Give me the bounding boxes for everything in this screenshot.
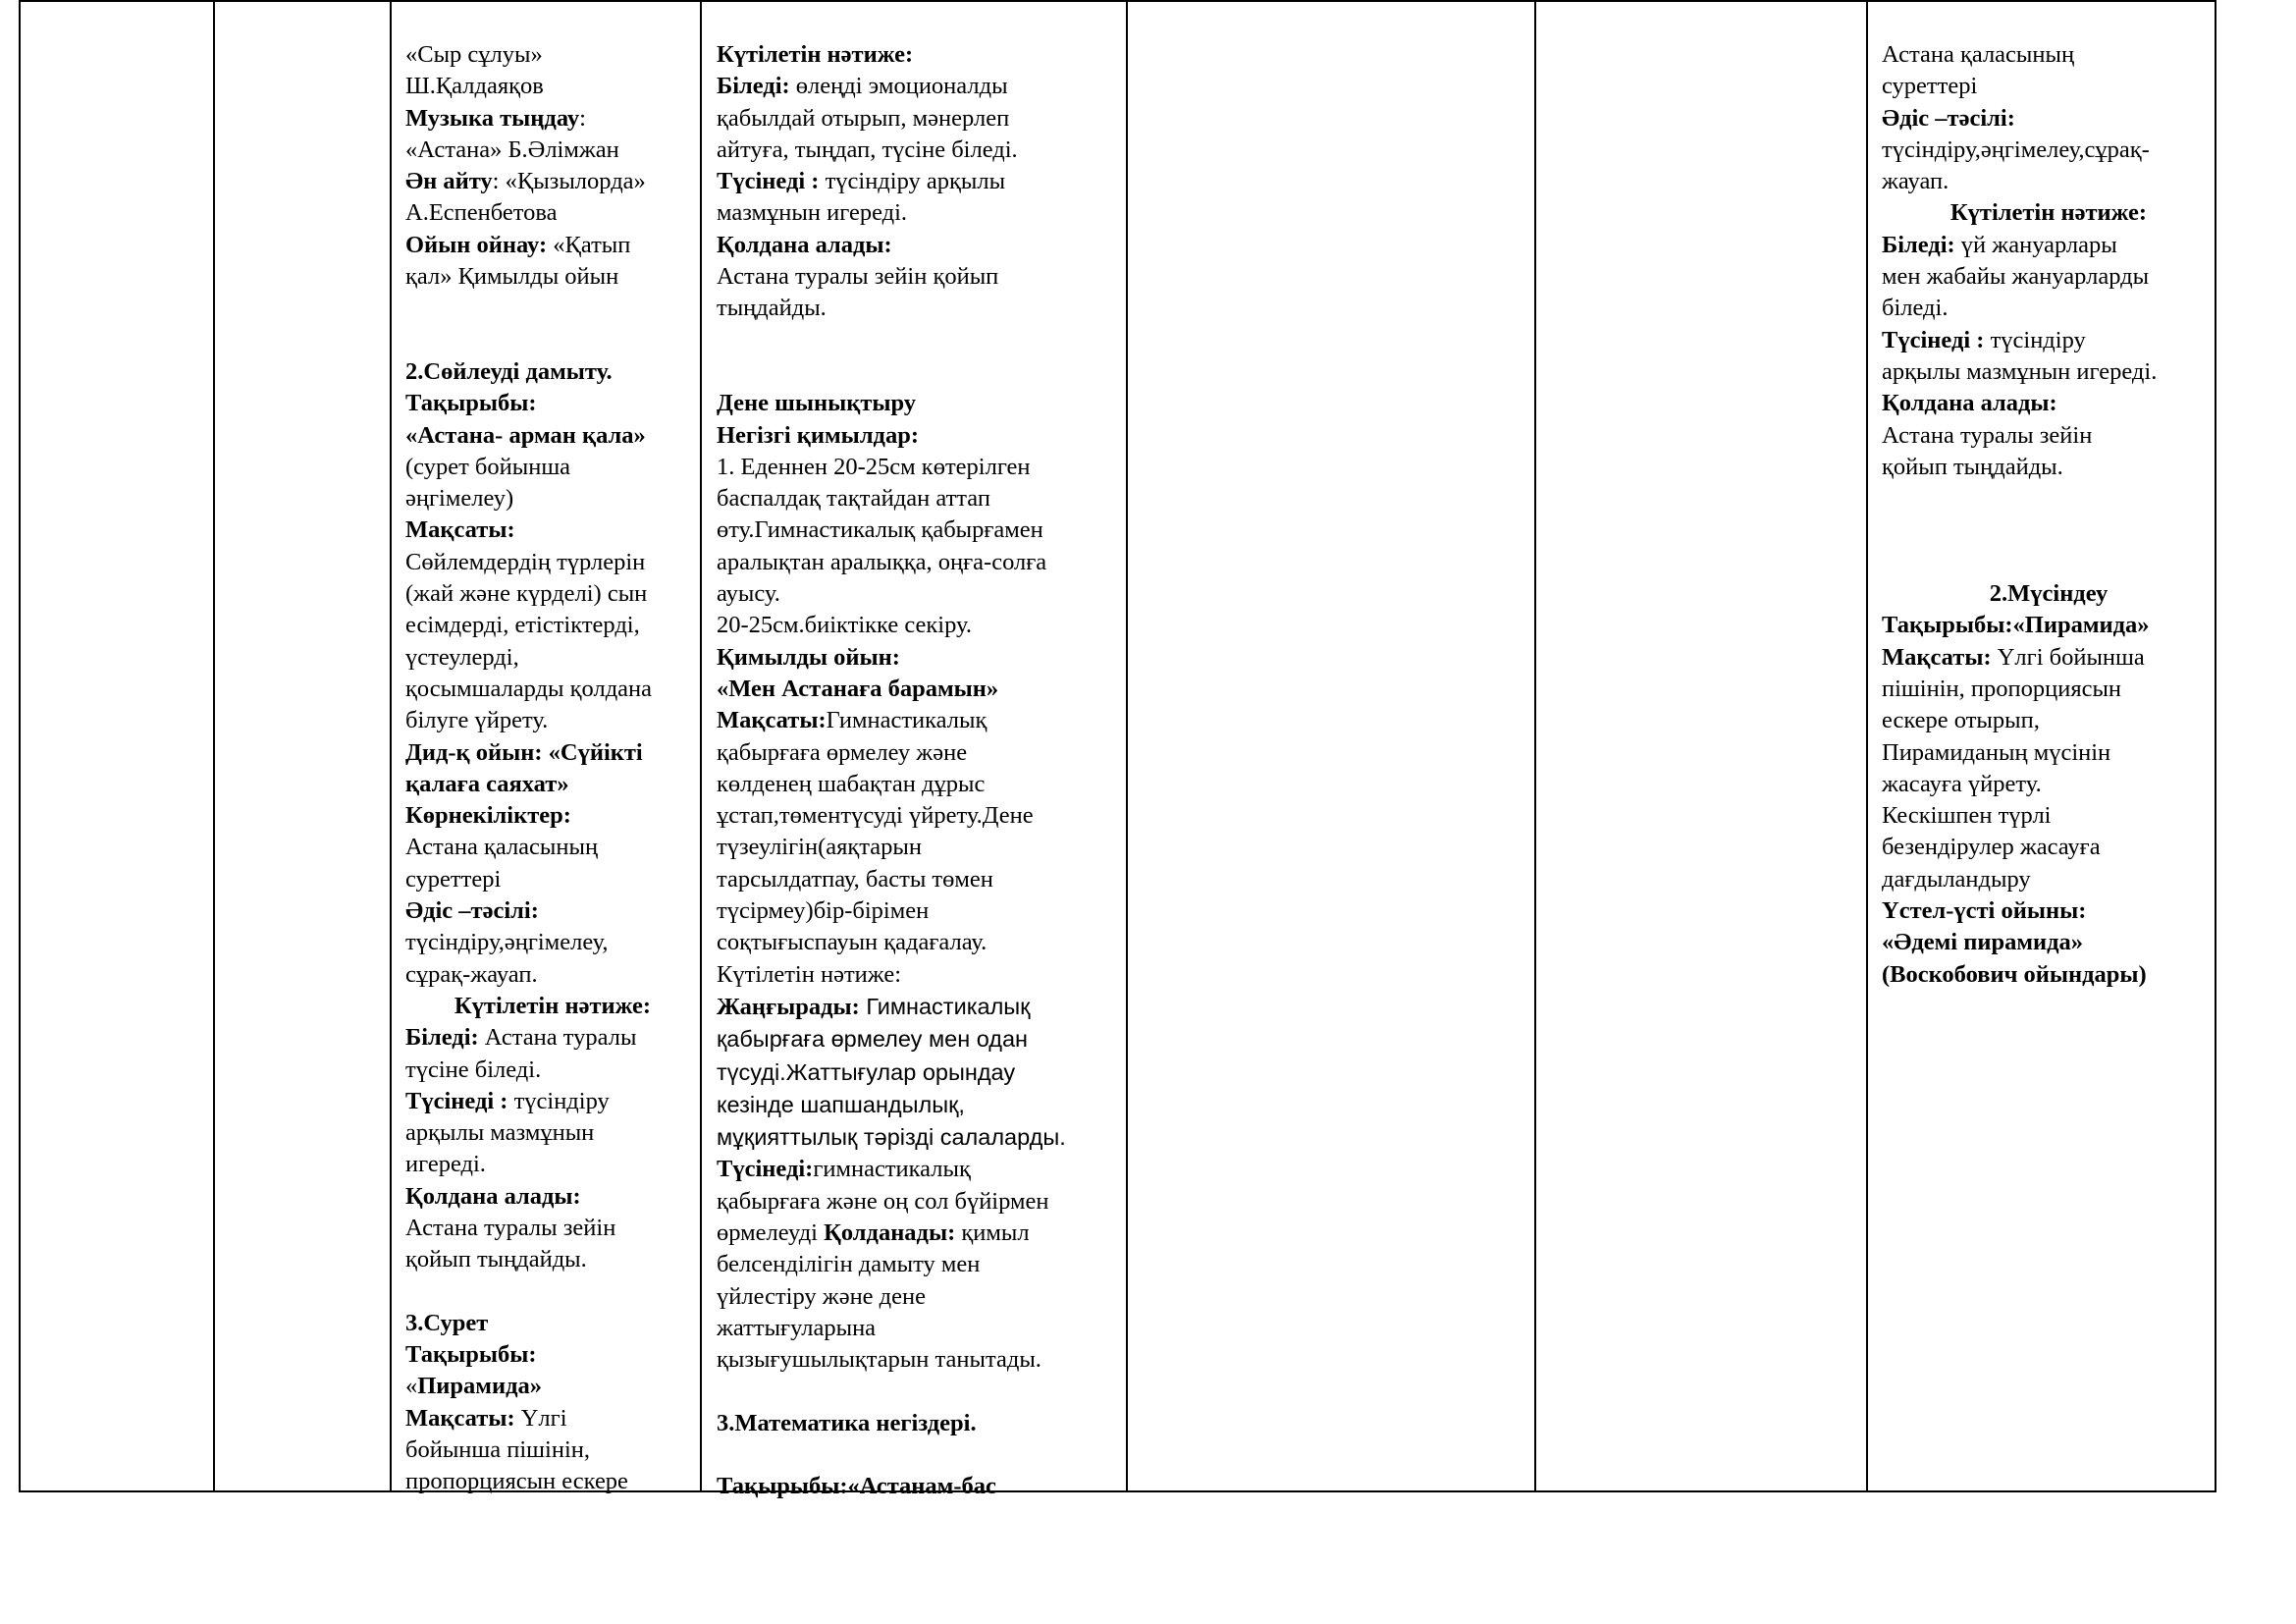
text-run: (сурет бойынша — [405, 453, 571, 480]
text-line — [717, 1313, 1124, 1344]
text-run: есімдерді, етістіктерді, — [405, 612, 640, 639]
text-run: Мақсаты: — [1882, 643, 1992, 671]
text-line — [717, 1023, 1124, 1056]
text-run: түзеулігін(аяқтарын — [717, 834, 922, 861]
text-run: үй жануарлары — [1954, 231, 2117, 258]
text-line — [405, 737, 700, 769]
text-line — [717, 547, 1124, 578]
text-run: қимыл — [955, 1218, 1030, 1246]
text-line — [717, 1471, 1124, 1502]
text-run: 2.Сөйлеуді дамыту. — [405, 357, 613, 385]
text-line — [717, 230, 1124, 261]
text-run: үйлестіру және дене — [717, 1282, 926, 1310]
text-run: түсіндіру,әңгімелеу,сұрақ- — [1882, 135, 2150, 163]
text-run: мен жабайы жануарларды — [1882, 263, 2150, 291]
text-line — [405, 610, 700, 641]
blank-line — [717, 1439, 1124, 1471]
text-run: Ойын ойнау: — [405, 231, 554, 258]
text-line — [1882, 864, 2216, 895]
text-run: Әдіс –тәсілі: — [405, 897, 539, 925]
text-line — [405, 452, 700, 483]
text-run: Күтілетін нәтиже: — [717, 41, 914, 68]
text-line — [405, 674, 700, 705]
text-line — [405, 1371, 700, 1402]
text-line — [405, 1213, 700, 1244]
text-run: Тақырыбы: — [405, 1341, 537, 1369]
text-run: : «Қызылорда» — [492, 168, 646, 195]
text-run: Түсінеді : — [717, 168, 820, 195]
text-run: «Әдемі пирамида» — [1882, 929, 2084, 956]
text-run: тыңдайды. — [717, 295, 827, 322]
text-run: Пирамиданың мүсінін — [1882, 738, 2111, 766]
text-run: тарсылдатпау, басты төмен — [717, 865, 993, 893]
text-run: арқылы мазмұнын — [405, 1119, 595, 1147]
text-line — [405, 103, 700, 135]
text-line — [717, 514, 1124, 546]
text-run: Кескішпен түрлі — [1882, 802, 2052, 830]
text-line — [1882, 800, 2216, 832]
text-run: жауап. — [1882, 168, 1949, 195]
text-line — [405, 1117, 700, 1149]
text-line — [405, 135, 700, 166]
text-run: қабырғаға өрмелеу мен одан — [717, 1026, 1029, 1053]
text-run: Мақсаты: — [405, 1404, 515, 1432]
cell-column-4 — [717, 39, 1124, 1503]
text-run: Біледі: — [1882, 231, 1955, 258]
text-line — [1882, 610, 2216, 641]
text-run: Астана туралы зейін — [1882, 421, 2093, 449]
text-run: Қолдана алады: — [1882, 390, 2057, 417]
text-line — [1882, 674, 2216, 705]
text-run: өрмелеуді — [717, 1218, 825, 1246]
text-run: : — [579, 104, 586, 132]
text-line — [717, 927, 1124, 958]
text-line — [405, 1339, 700, 1371]
text-line — [1882, 959, 2216, 991]
text-line — [405, 927, 700, 958]
text-line — [405, 1086, 700, 1117]
text-run: 3.Математика негіздері. — [717, 1409, 977, 1436]
text-line — [717, 197, 1124, 229]
text-run: аралықтан аралыққа, оңға-солға — [717, 548, 1047, 575]
text-run: Үстел-үсті ойыны: — [1882, 897, 2087, 925]
text-run: қабырғаға және оң сол бүйірмен — [717, 1187, 1049, 1215]
text-run: Астана туралы зейін қойып — [717, 263, 999, 291]
text-line — [405, 959, 700, 991]
text-run: Тақырыбы:«Астанам-бас — [717, 1473, 996, 1500]
text-line — [717, 452, 1124, 483]
text-line — [717, 388, 1124, 419]
text-run: 1. Еденнен 20-25см көтерілген — [717, 453, 1031, 480]
text-run: Әдіс –тәсілі: — [1882, 104, 2015, 132]
text-run: түсіндіру — [507, 1087, 610, 1114]
column-divider — [700, 2, 702, 1490]
text-run: өлеңді эмоционалды — [789, 73, 1008, 100]
text-line — [405, 356, 700, 388]
text-line — [405, 1022, 700, 1054]
text-line — [405, 578, 700, 610]
text-line — [717, 1344, 1124, 1376]
text-run: Мақсаты: — [405, 516, 515, 544]
text-line — [405, 705, 700, 736]
text-line — [1882, 39, 2216, 71]
text-line — [717, 1249, 1124, 1280]
text-line — [717, 483, 1124, 514]
text-line — [405, 197, 700, 229]
text-line — [717, 674, 1124, 705]
text-run: жасауға үйрету. — [1882, 770, 2042, 797]
text-line — [1882, 642, 2216, 674]
text-run: білуге үйрету. — [405, 707, 549, 734]
text-line — [405, 388, 700, 419]
text-line — [717, 1056, 1124, 1089]
cell-column-7 — [1882, 39, 2216, 991]
blank-line — [717, 325, 1124, 389]
text-line — [405, 1308, 700, 1339]
text-run: А.Еспенбетова — [405, 199, 558, 227]
text-run: (жай және күрделі) сын — [405, 580, 648, 608]
text-run: мұқияттылық тәрізді салаларды. — [717, 1124, 1066, 1151]
column-divider — [1126, 2, 1128, 1490]
text-run: Астана қаласының — [1882, 41, 2075, 68]
text-line — [405, 800, 700, 832]
text-run: Сөйлемдердің түрлерін — [405, 548, 646, 575]
text-line — [1882, 452, 2216, 483]
text-run: «Сыр сұлуы» — [405, 41, 543, 68]
text-line — [717, 800, 1124, 832]
text-line — [717, 991, 1124, 1023]
text-run: түсірмеу)бір-бірімен — [717, 897, 930, 925]
text-line — [405, 1435, 700, 1466]
text-run: Біледі: — [405, 1024, 479, 1052]
text-run: біледі. — [1882, 295, 1949, 322]
text-line — [717, 71, 1124, 102]
text-line — [1882, 293, 2216, 324]
text-run: белсенділігін дамыту мен — [717, 1251, 981, 1278]
text-line — [717, 1154, 1124, 1185]
text-run: қосымшаларды қолдана — [405, 675, 653, 702]
lesson-plan-table — [19, 0, 2216, 1500]
text-run: Күтілетін нәтиже: — [1949, 199, 2148, 227]
text-run: суреттері — [405, 865, 502, 893]
text-line — [717, 420, 1124, 452]
text-line — [405, 547, 700, 578]
text-run: Үлгі — [514, 1404, 567, 1432]
text-run: Негізгі қимылдар: — [717, 421, 919, 449]
text-run: өту.Гимнастикалық қабырғамен — [717, 516, 1043, 544]
blank-line — [1882, 483, 2216, 578]
text-run: қал» Қимылды ойын — [405, 263, 619, 291]
text-run: арқылы мазмұнын игереді. — [1882, 357, 2158, 385]
text-line — [717, 832, 1124, 863]
text-run: қызығушылықтарын танытады. — [717, 1346, 1041, 1374]
text-line — [405, 514, 700, 546]
text-line — [405, 71, 700, 102]
text-run: Түсінеді : — [405, 1087, 508, 1114]
text-run: Үлгі бойынша — [1991, 643, 2145, 671]
text-line — [1882, 705, 2216, 736]
text-run: әңгімелеу) — [405, 485, 514, 513]
text-run: Дене шынықтыру — [717, 390, 917, 417]
text-run: түсіндіру арқылы — [819, 168, 1006, 195]
text-line — [405, 991, 700, 1022]
text-run: қабылдай отырып, мәнерлеп — [717, 104, 1010, 132]
text-line — [1882, 103, 2216, 135]
text-line — [1882, 135, 2216, 166]
text-run: Қолдана алады: — [717, 231, 892, 258]
text-run: Ш.Қалдаяқов — [405, 73, 544, 100]
text-line — [405, 864, 700, 895]
text-run: Дид-қ ойын: «Сүйікті — [405, 738, 643, 766]
text-line — [717, 1218, 1124, 1249]
text-run: түсіндіру — [1984, 326, 2086, 353]
text-line — [405, 1149, 700, 1180]
text-run: сұрақ-жауап. — [405, 960, 538, 988]
blank-line — [405, 293, 700, 356]
text-run: жаттығуларына — [717, 1314, 877, 1341]
text-line — [405, 769, 700, 800]
text-run: 20-25см.биіктікке секіру. — [717, 612, 972, 639]
text-run: ескере отырып, — [1882, 707, 2040, 734]
text-run: баспалдақ тақтайдан аттап — [717, 485, 990, 513]
text-run: Ән айту — [405, 168, 493, 195]
text-line — [717, 1186, 1124, 1218]
text-line — [405, 1055, 700, 1086]
text-line — [717, 39, 1124, 71]
text-run: түсіне біледі. — [405, 1056, 542, 1083]
text-line — [405, 832, 700, 863]
text-run: қалаға саяхат» — [405, 770, 569, 797]
text-run: Қолданады: — [824, 1218, 956, 1246]
text-line — [405, 1244, 700, 1275]
text-line — [1882, 325, 2216, 356]
column-divider — [1866, 2, 1868, 1490]
text-line — [717, 642, 1124, 674]
text-line — [717, 1089, 1124, 1121]
text-line — [717, 959, 1124, 991]
text-line — [717, 293, 1124, 324]
text-run: Қимылды ойын: — [717, 643, 900, 671]
column-divider — [1534, 2, 1536, 1490]
text-line — [717, 737, 1124, 769]
text-line — [405, 895, 700, 927]
text-run: түсіндіру,әңгімелеу, — [405, 929, 609, 956]
text-run: үстеулерді, — [405, 643, 519, 671]
text-run: Күтілетін нәтиже: — [717, 960, 902, 988]
text-run: Түсінеді: — [717, 1156, 814, 1183]
text-run: Жаңғырады: — [717, 993, 860, 1020]
text-run: қабырғаға өрмелеу және — [717, 738, 968, 766]
text-run: түсуді.Жаттығулар орындау — [717, 1058, 1016, 1085]
text-run: Тақырыбы: — [405, 390, 537, 417]
column-divider — [213, 2, 215, 1490]
text-line — [717, 578, 1124, 610]
text-line — [1882, 420, 2216, 452]
text-line — [1882, 166, 2216, 197]
text-run: 3.Сурет — [405, 1309, 489, 1336]
text-line — [405, 483, 700, 514]
text-run: бойынша пішінін, — [405, 1436, 591, 1464]
text-run: дағдыландыру — [1882, 865, 2031, 893]
text-line — [1882, 895, 2216, 927]
text-run: безендірулер жасауға — [1882, 834, 2101, 861]
text-line — [717, 1281, 1124, 1313]
text-line — [405, 261, 700, 293]
text-run: Музыка тыңдау — [405, 104, 580, 132]
text-run: пропорциясын ескере — [405, 1468, 628, 1495]
text-run: Мақсаты: — [717, 707, 827, 734]
text-line — [405, 420, 700, 452]
text-run: пішінін, пропорциясын — [1882, 675, 2122, 702]
text-run: Көрнекіліктер: — [405, 802, 571, 830]
text-run: Біледі: — [717, 73, 790, 100]
text-line — [717, 769, 1124, 800]
text-line — [717, 135, 1124, 166]
column-divider — [390, 2, 392, 1490]
text-line — [717, 864, 1124, 895]
text-line — [1882, 578, 2216, 610]
text-line — [717, 166, 1124, 197]
text-line — [717, 705, 1124, 736]
text-line — [1882, 927, 2216, 958]
text-line — [1882, 197, 2216, 229]
text-run: Тақырыбы:«Пирамида» — [1882, 612, 2150, 639]
text-run: қойып тыңдайды. — [405, 1246, 587, 1273]
cell-column-3 — [405, 39, 700, 1498]
text-run: Түсінеді : — [1882, 326, 1985, 353]
text-run: ұстап,төментүсуді үйрету.Дене — [717, 802, 1034, 830]
text-run: (Воскобович ойындары) — [1882, 960, 2147, 988]
text-run: айтуға, тыңдап, түсіне біледі. — [717, 135, 1018, 163]
text-run: игереді. — [405, 1151, 486, 1178]
text-line — [405, 166, 700, 197]
blank-line — [717, 1376, 1124, 1407]
text-line — [1882, 356, 2216, 388]
text-run: « — [405, 1373, 418, 1400]
text-run: 2.Мүсіндеу — [1989, 580, 2109, 608]
text-run: көлденең шабақтан дұрыс — [717, 770, 986, 797]
text-line — [1882, 388, 2216, 419]
text-line — [1882, 261, 2216, 293]
text-line — [1882, 71, 2216, 102]
text-run: Гимнастикалық — [826, 707, 988, 734]
text-line — [717, 895, 1124, 927]
text-line — [405, 230, 700, 261]
text-line — [405, 1466, 700, 1497]
text-run: «Астана- арман қала» — [405, 421, 646, 449]
text-run: Пирамида» — [417, 1373, 542, 1400]
text-line — [405, 39, 700, 71]
text-run: гимнастикалық — [813, 1156, 971, 1183]
text-line — [405, 1403, 700, 1435]
text-line — [1882, 832, 2216, 863]
text-line — [405, 1181, 700, 1213]
text-run: Гимнастикалық — [859, 993, 1031, 1019]
text-line — [717, 261, 1124, 293]
text-run: ауысу. — [717, 580, 780, 608]
text-run: Қолдана алады: — [405, 1182, 581, 1210]
text-line — [1882, 737, 2216, 769]
text-run: «Астана» Б.Әлімжан — [405, 135, 619, 163]
text-run: «Мен Астанаға барамын» — [717, 675, 999, 702]
text-line — [1882, 230, 2216, 261]
text-run: суреттері — [1882, 73, 1978, 100]
text-run: қойып тыңдайды. — [1882, 453, 2063, 480]
text-run: Астана қаласының — [405, 834, 599, 861]
text-line — [1882, 769, 2216, 800]
text-run: соқтығыспауын қадағалау. — [717, 929, 988, 956]
text-run: «Қатып — [553, 231, 631, 258]
text-line — [717, 103, 1124, 135]
text-line — [717, 1408, 1124, 1439]
text-line — [717, 1121, 1124, 1154]
text-run: мазмұнын игереді. — [717, 199, 908, 227]
blank-line — [405, 1276, 700, 1308]
text-run: Астана туралы зейін — [405, 1214, 616, 1241]
text-run: Күтілетін нәтиже: — [454, 992, 652, 1019]
text-line — [405, 642, 700, 674]
text-run: Астана туралы — [478, 1024, 637, 1052]
text-line — [717, 610, 1124, 641]
text-run: кезінде шапшандылық, — [717, 1091, 965, 1117]
